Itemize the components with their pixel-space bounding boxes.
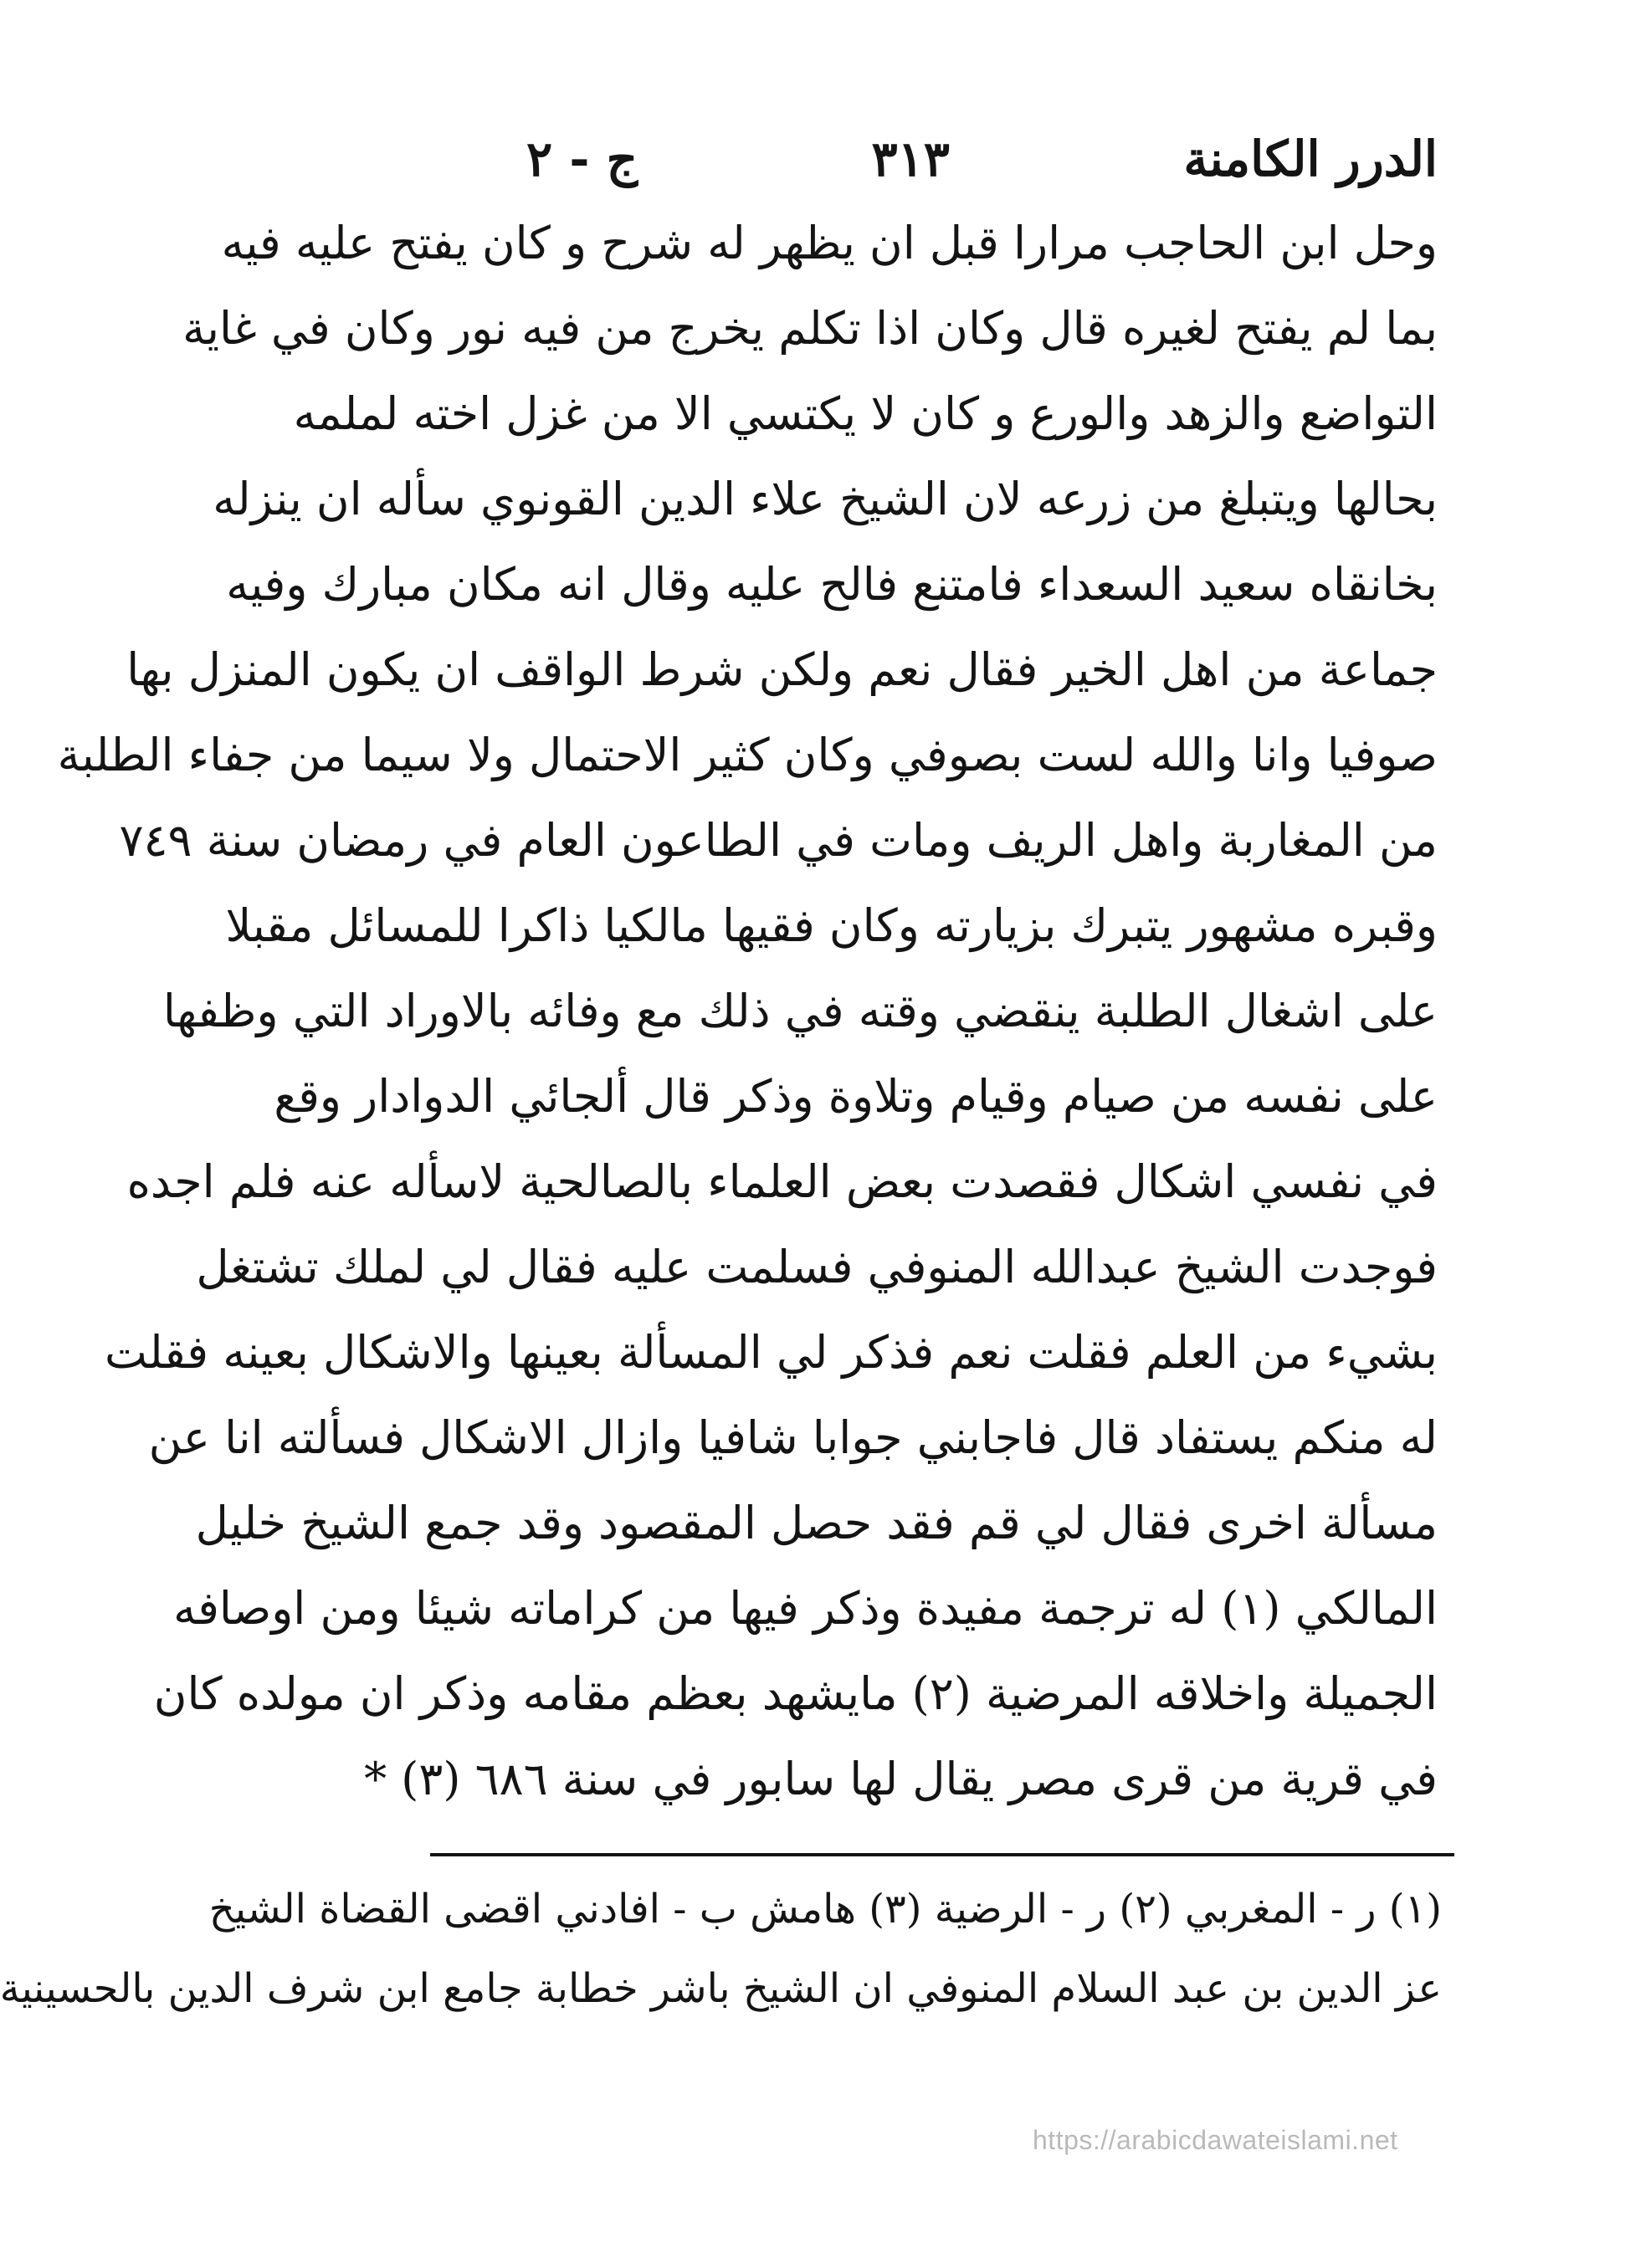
page-number: ٣١٣	[871, 131, 950, 187]
text-line: المالكي (١) له ترجمة مفيدة وذكر فيها من كراماته شيئا ومن اوصافه	[173, 1582, 1438, 1635]
text-line: من المغاربة واهل الريف ومات في الطاعون العام في رمضان سنة ٧٤٩	[119, 814, 1438, 867]
text-line: مسألة اخرى فقال لي قم فقد حصل المقصود وقد جمع الشيخ خليل	[195, 1497, 1438, 1549]
text-line: التواضع والزهد والورع و كان لا يكتسي الا من غزل اخته لملمه	[293, 387, 1438, 440]
watermark-url: https://arabicdawateislami.net	[1033, 2125, 1398, 2155]
footnote-line: عز الدين بن عبد السلام المنوفي ان الشيخ باشر خطابة جامع ابن شرف الدين بالحسينية	[0, 1965, 1442, 2012]
text-line: جماعة من اهل الخير فقال نعم ولكن شرط الواقف ان يكون المنزل بها	[126, 643, 1438, 696]
text-line: في قرية من قرى مصر يقال لها سابور في سنة ٦٨٦ (٣) *	[364, 1753, 1438, 1805]
footnotes	[0, 1870, 1442, 2029]
text-line: وقبره مشهور يتبرك بزيارته وكان فقيها مالكيا ذاكرا للمسائل مقبلا	[225, 899, 1438, 952]
book-title: الدرر الكامنة	[1183, 131, 1438, 187]
text-line: فوجدت الشيخ عبدالله المنوفي فسلمت عليه فقال لي لملك تشتغل	[196, 1241, 1438, 1293]
volume-number: ج - ٢	[526, 131, 638, 187]
footnote-divider	[430, 1853, 1454, 1856]
text-line: بشيء من العلم فقلت نعم فذكر لي المسألة بعينها والاشكال بعينه فقلت	[105, 1326, 1438, 1379]
text-line: بخانقاه سعيد السعداء فامتنع فالح عليه وقال انه مكان مبارك وفيه	[226, 558, 1438, 611]
text-line: بما لم يفتح لغيره قال وكان اذا تكلم يخرج من فيه نور وكان في غاية	[182, 302, 1438, 355]
text-line: على اشغال الطلبة ينقضي وقته في ذلك مع وفائه بالاوراد التي وظفها	[162, 985, 1438, 1037]
text-line: بحالها ويتبلغ من زرعه لان الشيخ علاء الدين القونوي سأله ان ينزله	[213, 473, 1438, 525]
text-line: الجميلة واخلاقه المرضية (٢) مايشهد بعظم مقامه وذكر ان مولده كان	[153, 1667, 1438, 1720]
text-line: صوفيا وانا والله لست بصوفي وكان كثير الاحتمال ولا سيما من جفاء الطلبة	[57, 729, 1438, 781]
text-line: في نفسي اشكال فقصدت بعض العلماء بالصالحية لاسأله عنه فلم اجده	[126, 1155, 1438, 1208]
footnote-line: (١) ر - المغربي (٢) ر - الرضية (٣) هامش ب - افادني اقضى القضاة الشيخ	[208, 1886, 1442, 1933]
running-header	[526, 125, 1438, 192]
text-line: له منكم يستفاد قال فاجابني جوابا شافيا وازال الاشكال فسألته انا عن	[148, 1411, 1438, 1464]
text-line: على نفسه من صيام وقيام وتلاوة وذكر قال ألجائي الدوادار وقع	[274, 1070, 1438, 1123]
main-text	[57, 201, 1438, 1822]
text-line: وحل ابن الحاجب مرارا قبل ان يظهر له شرح و كان يفتح عليه فيه	[221, 217, 1438, 269]
